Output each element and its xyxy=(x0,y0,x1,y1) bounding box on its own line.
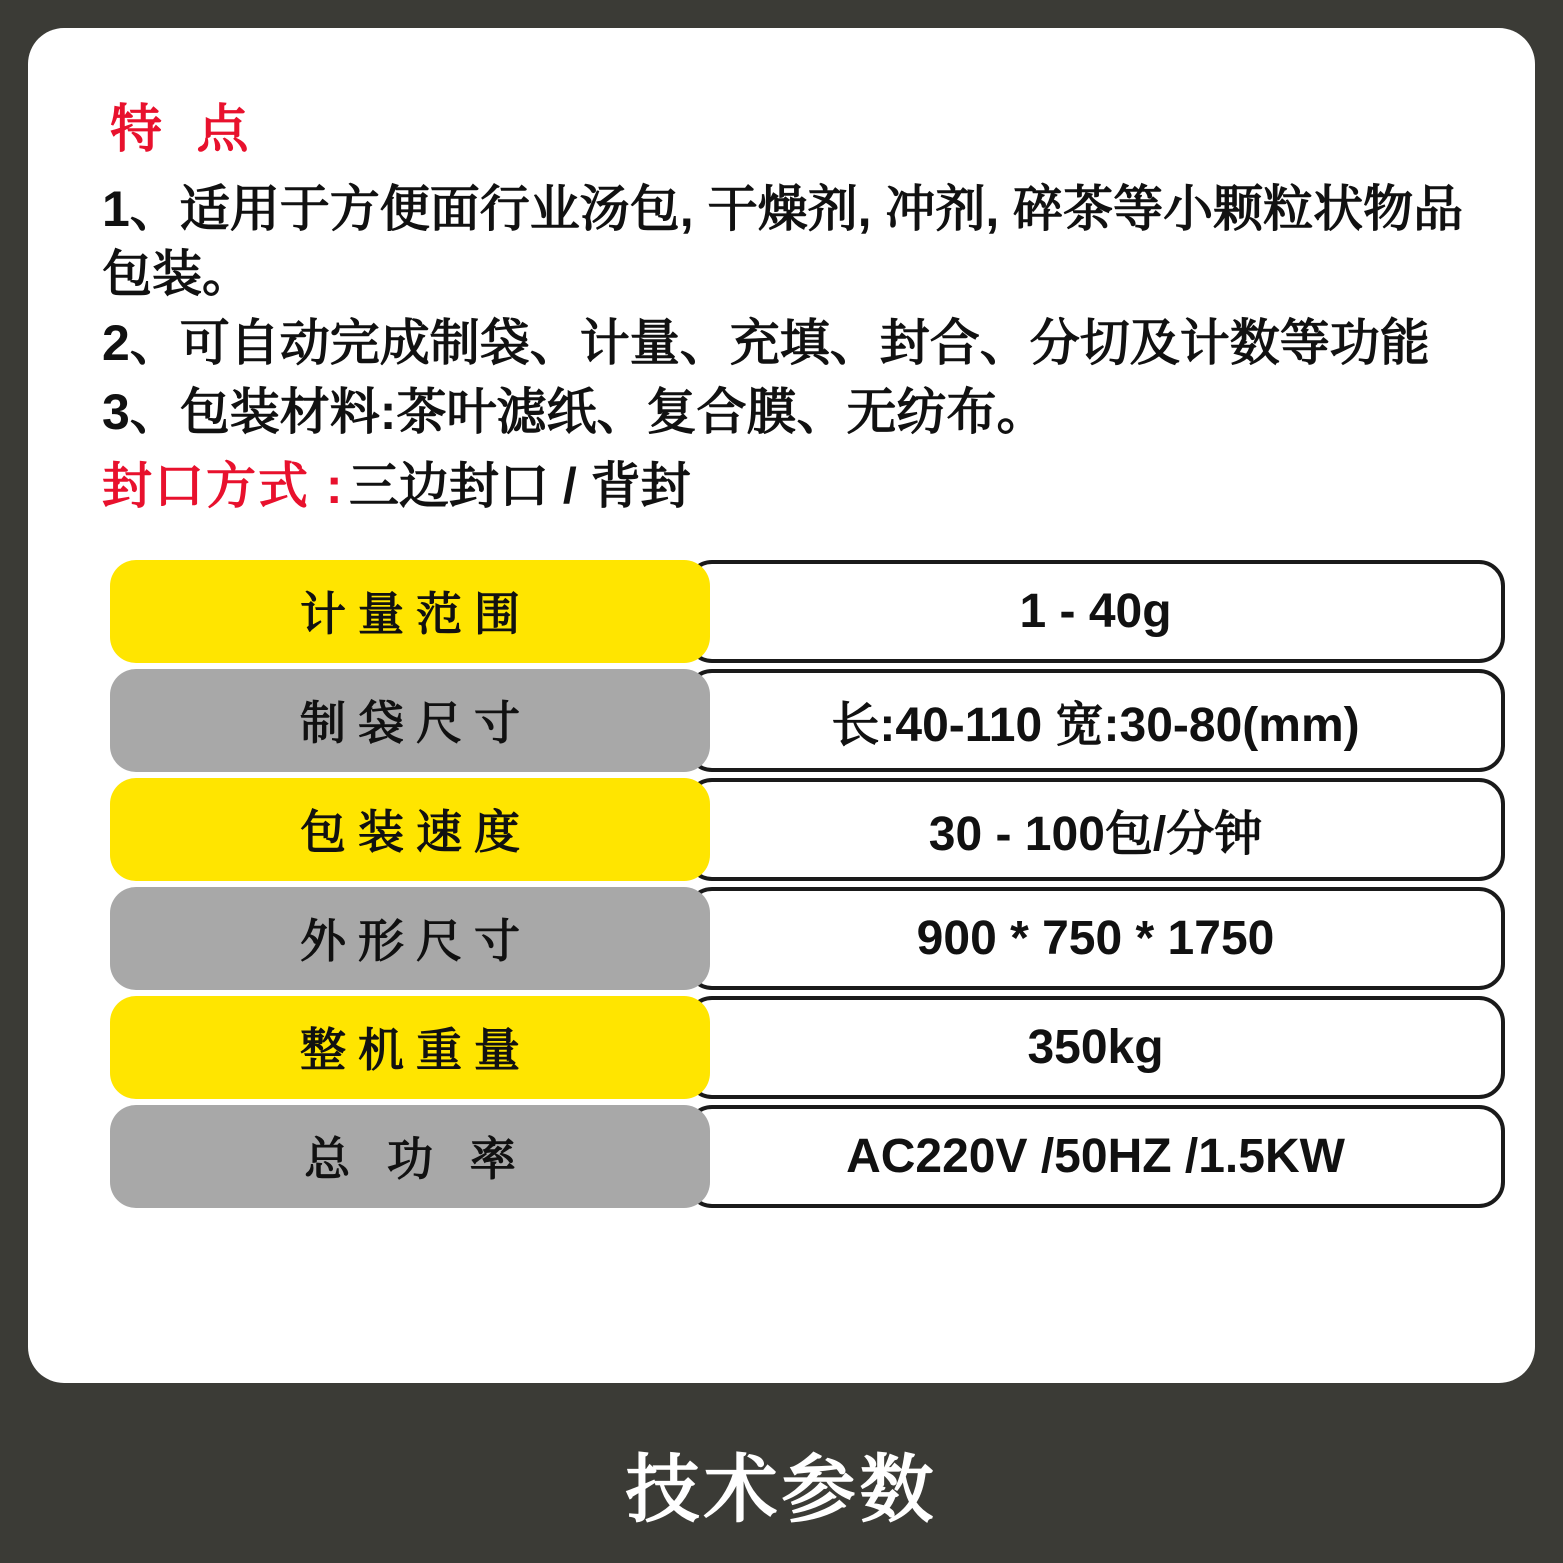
feature-item-2: 2、可自动完成制袋、计量、充填、封合、分切及计数等功能 xyxy=(102,315,1430,372)
spec-key-dimensions: 外形尺寸 xyxy=(110,887,710,990)
table-row xyxy=(110,778,1505,881)
spec-value-dimensions: 900 * 750 * 1750 xyxy=(686,887,1505,990)
table-row xyxy=(110,560,1505,663)
seal-method-row xyxy=(102,455,1475,518)
spec-value-measuring-range: 1 - 40g xyxy=(686,560,1505,663)
seal-method-value: 三边封口 / 背封 xyxy=(349,458,691,515)
table-row xyxy=(110,1105,1505,1208)
spec-value-weight: 350kg xyxy=(686,996,1505,1099)
spec-key-measuring-range: 计量范围 xyxy=(110,560,710,663)
table-row xyxy=(110,996,1505,1099)
spec-key-weight: 整机重量 xyxy=(110,996,710,1099)
feature-item-1: 1、适用于方便面行业汤包, 干燥剂, 冲剂, 碎茶等小颗粒状物品包装。 xyxy=(102,181,1464,303)
seal-method-label: 封口方式 : xyxy=(102,458,345,515)
spec-value-total-power: AC220V /50HZ /1.5KW xyxy=(686,1105,1505,1208)
feature-item-3: 3、包装材料:茶叶滤纸、复合膜、无纺布。 xyxy=(102,384,1047,441)
spec-key-packing-speed: 包装速度 xyxy=(110,778,710,881)
page-title: 技术参数 xyxy=(625,1448,938,1531)
spec-key-bag-size: 制袋尺寸 xyxy=(110,669,710,772)
spec-card xyxy=(28,28,1535,1383)
table-row xyxy=(110,887,1505,990)
spec-key-total-power: 总 功 率 xyxy=(110,1105,710,1208)
spec-value-packing-speed: 30 - 100包/分钟 xyxy=(686,778,1505,881)
table-row xyxy=(110,669,1505,772)
spec-table xyxy=(110,560,1505,1208)
features-heading: 特 点 xyxy=(110,101,259,159)
spec-value-bag-size: 长:40-110 宽:30-80(mm) xyxy=(686,669,1505,772)
